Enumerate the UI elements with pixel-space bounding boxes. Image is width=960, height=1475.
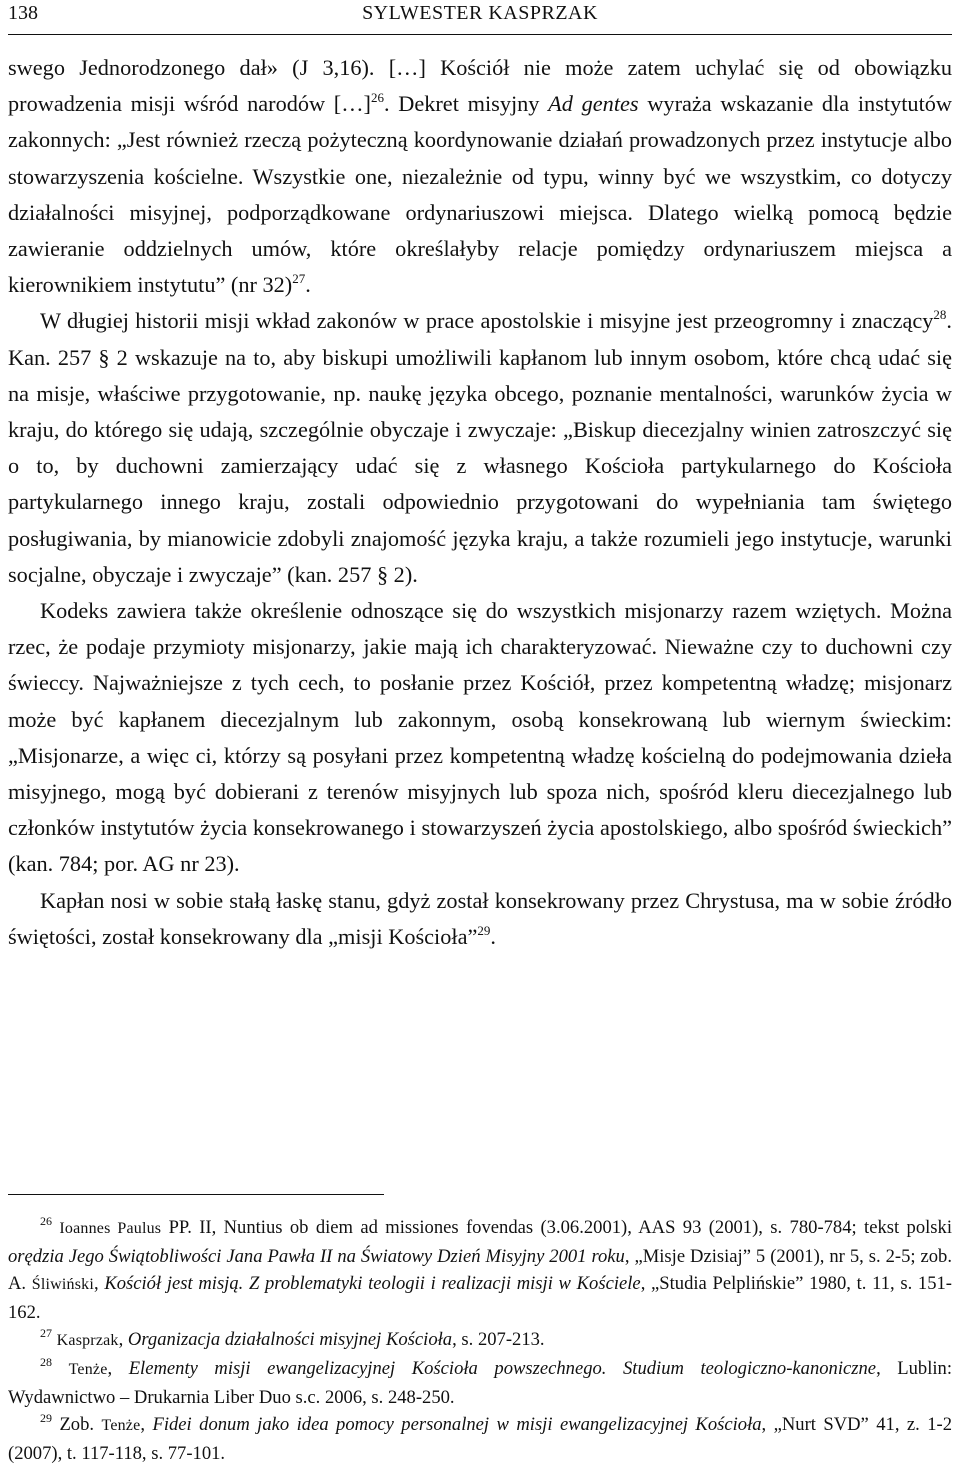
footnote-27 [8,1326,952,1355]
footnote-26 [8,1214,952,1326]
document-title-ad-gentes: Ad gentes [548,91,639,117]
footnote-29-text-2: , „Nurt SVD” 41, z. 1-2 (2007), t. 117-118, s. 77-101. [8,1414,953,1464]
footnote-27-mark: 27 [40,1326,52,1341]
footnote-29 [8,1411,952,1467]
footnote-ref-26: 26 [370,90,384,106]
footnote-28-title: Elementy misji ewangelizacyjnej Kościoła powszechnego. Studium teologiczno-kanoniczne [128,1357,877,1379]
paragraph-3: Kodeks zawiera także określenie odnoszące się do wszystkich misjonarzy razem wziętych. Można rzec, że podaje przymioty misjonarzy, jakie mają ich charakteryzować. Nieważne czy to duchowni czy świeccy. Najważniejsze z tych cech, to posłanie przez Kościół, przez kompetentną władzę; misjonarz może być kapłanem diecezjalnym lub zakonnym, osobą konsekrowaną lub wiernym świeckim: „Misjonarze, a więc ci, którzy są posyłani przez kompetentną władzę kościelną do podejmowania dzieła misyjnego, mogą być dobierani z terenów misyjnych lub spoza nich, spośród kleru diecezjalnego lub członków instytutów życia konsekrowanego i stowarzyszeń życia apostolskiego, albo spośród świeckich” (kan. 784; por. AG nr 23). [8,598,952,877]
footnote-26-author: Ioannes Paulus [59,1220,162,1237]
running-title: SYLWESTER KASPRZAK [362,2,598,24]
footnote-26-text-1: PP. II, Nuntius ob diem ad missiones fovendas (3.06.2001), AAS 93 (2001), s. 780-784; tekst polski [161,1217,952,1238]
footnote-27-text-2: , s. 207-213. [452,1329,545,1351]
footnote-separator [8,1194,384,1195]
footnote-29-title: Fidei donum jako idea pomocy personalnej w misji ewangelizacyjnej Kościoła [152,1414,762,1436]
footnote-26-title-1: orędzia Jego Świątobliwości Jana Pawła II na Światowy Dzień Misyjny 2001 roku [8,1245,625,1267]
paragraph-2 [8,303,952,593]
footnote-27-author: Kasprzak [56,1332,119,1350]
footnote-29-author: Tenże [101,1417,141,1435]
footnote-28-author: Tenże [68,1360,108,1378]
footnote-28-text-2: , Lublin: Wydawnictwo – Drukarnia Liber Duo s.c. 2006, s. 248-250. [8,1357,953,1408]
paragraph-1-text-d: . [305,272,311,298]
footnote-29-mark: 29 [40,1411,52,1426]
paragraph-4-text-b: . [490,923,496,949]
footnote-26-text-4: , „Studia Pelplińskie” 1980, t. 11, s. 151-162. [8,1273,952,1323]
paragraph-1-text-c: wyraża wskazanie dla instytutów zakonnych: „Jest również rzeczą pożyteczną koordynowanie działań prowadzonych przez instytucje albo stowarzyszenia kościelne. Wszystkie one, niezależnie od typu, winny być we wszystkim, co dotyczy działalności misyjnej, podporządkowane ordynariuszowi miejsca. Dlatego wielką pomocą będzie zawieranie oddzielnych umów, które określałyby relacje pomiędzy ordynariuszem miejsca a kierownikiem instytutu” (nr 32) [8,91,953,298]
paragraph-2-text-a: W długiej historii misji wkład zakonów w prace apostolskie i misyjne jest przeogromny i znaczący [40,308,934,334]
footnote-27-title: Organizacja działalności misyjnej Kościoła [127,1329,453,1351]
paragraph-1 [8,50,952,303]
footnote-28-text-1: , [107,1357,129,1379]
paragraph-1-text-b: . Dekret misyjny [383,91,540,117]
footnote-ref-27: 27 [292,271,306,287]
footnote-26-text-2: , „Misje Dzisiaj” 5 (2001), nr 5, s. 2-5; zob. A. [8,1245,953,1295]
paragraph-4-text-a: Kapłan nosi w sobie stałą łaskę stanu, gdyż został konsekrowany przez Chrystusa, ma w sobie źródło świętości, został konsekrowany dla „misji Kościoła” [8,887,952,949]
footnote-28 [8,1355,952,1411]
footnote-27-text-1: , [118,1329,128,1351]
paragraph-2-text-b: . Kan. 257 § 2 wskazuje na to, aby biskupi umożliwili kapłanom lub innym osobom, które chcą udać się na misje, właściwe przygotowanie, np. naukę języka obcego, poznanie mentalności, warunków życia w kraju, do którego się udają, szczególnie obyczaje i zwyczaje: „Biskup diecezjalny winien zatroszczyć się o to, by duchowni zamierzający udać się z własnego Kościoła partykularnego do Kościoła partykularnego innego kraju, zostali odpowiednio przygotowani do wypełniania tam świętego posługiwania, by mianowicie zdobyli znajomość języka kraju, a także rozumieli jego instytucje, warunki socjalne, obyczaje i zwyczaje” (kan. 257 § 2). [8,308,952,587]
footnote-26-mark: 26 [40,1214,52,1228]
footnote-26-text-3: , [93,1273,105,1295]
paragraph-4 [8,883,952,955]
footnote-ref-29: 29 [477,922,491,938]
footnote-ref-28: 28 [933,307,947,323]
footnotes [8,1214,952,1467]
main-text [8,50,952,955]
footnote-26-author-2: Śliwiński [31,1276,94,1294]
footnote-29-text-0: Zob. [59,1414,102,1436]
footnote-26-title-2: Kościół jest misją. Z problematyki teologii i realizacji misji w Kościele [104,1273,641,1295]
page-number: 138 [8,2,38,24]
footnote-29-text-1: , [140,1414,153,1436]
page-header [8,0,952,35]
paragraph-1-text-a: swego Jednorodzonego dał» (J 3,16). […] Kościół nie może zatem uchylać się od obowiązku prowadzenia misji wśród narodów […] [8,55,952,117]
footnote-28-mark: 28 [40,1354,52,1369]
